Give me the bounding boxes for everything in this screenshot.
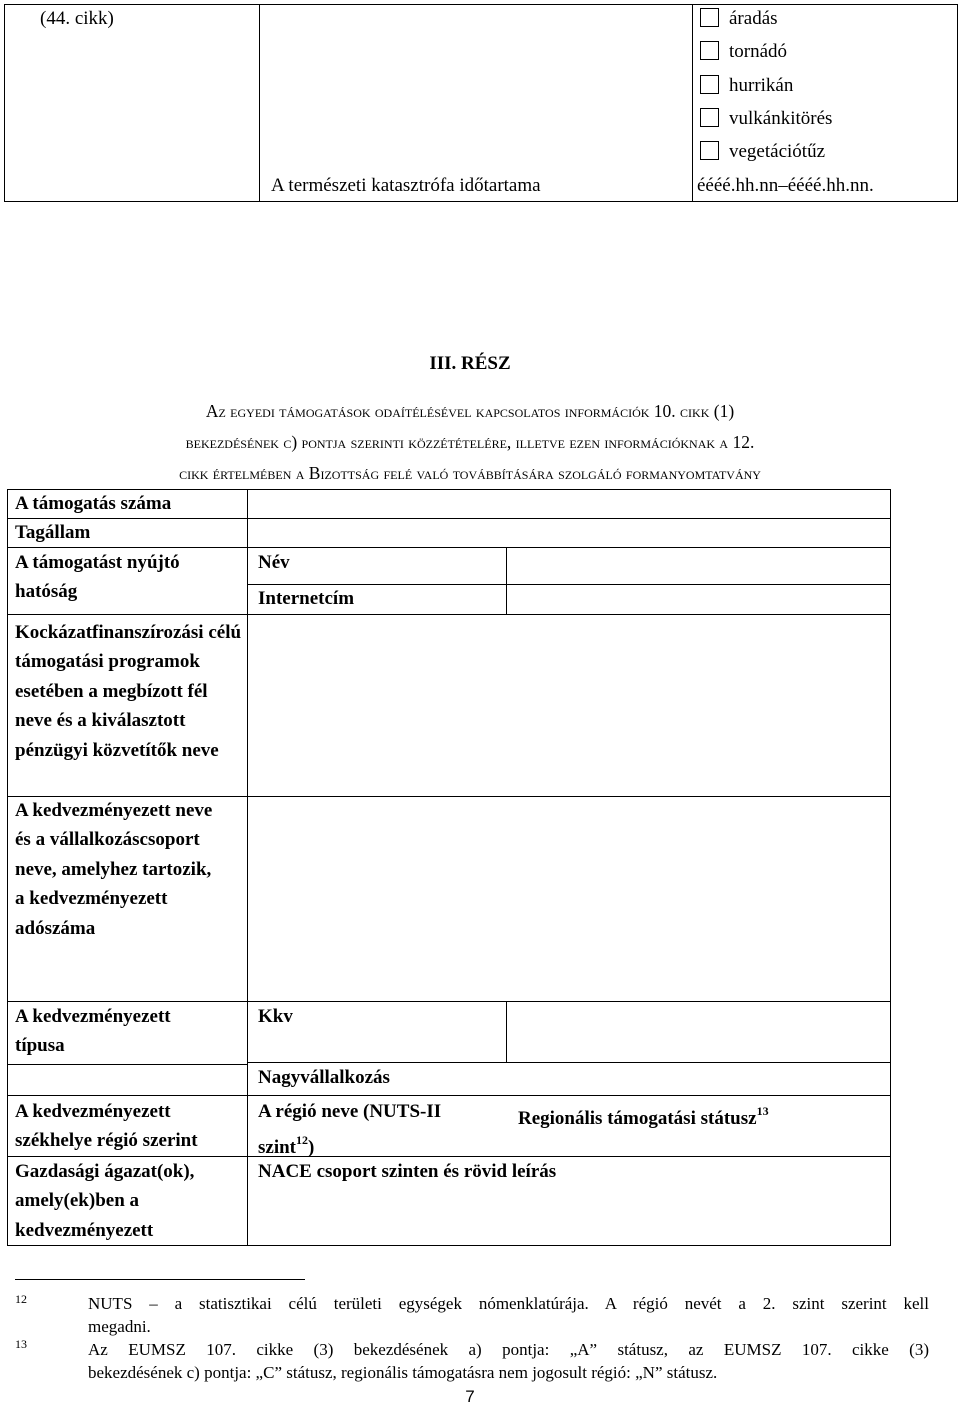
article-label: (44. cikk) [40, 8, 114, 29]
option-label: vegetációtűz [729, 141, 826, 162]
label-economic-sector: Gazdasági ágazat(ok), amely(ek)ben a kedvezményezett [15, 1161, 195, 1241]
footnote-separator [15, 1279, 305, 1280]
section-heading-line-2: bekezdésének c) pontja szerinti közzétételére, illetve ezen információknak a 12. [185, 432, 755, 452]
label-beneficiary-seat: A kedvezményezett székhelye régió szerint [15, 1101, 198, 1152]
label-name: Név [258, 552, 290, 573]
footnote-ref-13[interactable]: 13 [756, 1104, 769, 1118]
label-sme: Kkv [258, 1006, 293, 1027]
label-granting-authority: A támogatást nyújtó hatóság [15, 552, 180, 603]
label-web-address: Internetcím [258, 588, 355, 609]
label-nace: NACE csoport szinten és rövid leírás [258, 1161, 557, 1182]
option-label: áradás [729, 8, 778, 29]
section-heading-line-1: Az egyedi támogatások odaítélésével kapcsolatos információk 10. cikk (1) [205, 401, 735, 421]
footnote-13-line-2: bekezdésének c) pontja: „C” státusz, regionális támogatásra nem jogosult régió: „N” státusz. [88, 1363, 718, 1382]
checkbox-tornado[interactable] [700, 41, 719, 60]
footnote-12-line-1: NUTS – a statisztikai célú területi egységek nómenklatúrája. A régió nevét a 2. szint szerint kell [88, 1294, 929, 1313]
label-member-state: Tagállam [15, 522, 91, 543]
footnote-12-line-2: megadni. [88, 1317, 151, 1336]
label-beneficiary-type: A kedvezményezett típusa [15, 1006, 171, 1057]
part-title: III. RÉSZ [429, 353, 511, 374]
option-label: vulkánkitörés [729, 108, 833, 129]
checkbox-hurrikan[interactable] [700, 75, 719, 94]
label-region-name: A régió neve (NUTS-II [258, 1101, 442, 1122]
page-number: 7 [465, 1387, 475, 1406]
footnote-number-12: 12 [15, 1292, 27, 1306]
section-heading-line-3: cikk értelmében a Bizottság felé való továbbítására szolgáló formanyomtatvány [179, 463, 761, 483]
label-region-level: szint$^{12}$) [258, 1133, 315, 1158]
label-aid-number: A támogatás száma [15, 493, 172, 514]
footnote-number-13: 13 [15, 1337, 27, 1351]
label-large-enterprise: Nagyvállalkozás [258, 1067, 390, 1088]
footnote-ref-12[interactable]: 12 [296, 1133, 308, 1147]
duration-label: A természeti katasztrófa időtartama [271, 175, 541, 196]
label-risk-finance: Kockázatfinanszírozási célú támogatási programok esetében a megbízott fél neve és a kiválasztott pénzügyi közvetítők neve [15, 622, 242, 761]
duration-value: éééé.hh.nn–éééé.hh.nn. [697, 175, 874, 196]
option-label: tornádó [729, 41, 788, 62]
label-beneficiary-name: A kedvezményezett neve és a vállalkozáscsoport neve, amelyhez tartozik, a kedvezményezett adószáma [15, 800, 213, 939]
option-label: hurrikán [729, 75, 794, 96]
checkbox-vegetaciotuz[interactable] [700, 141, 719, 160]
checkbox-aradas[interactable] [700, 8, 719, 27]
checkbox-vulkankitores[interactable] [700, 108, 719, 127]
label-regional-status: Regionális támogatási státusz$^{13}$ [518, 1104, 769, 1129]
footnote-13-line-1: Az EUMSZ 107. cikke (3) bekezdésének a) pontja: „A” státusz, az EUMSZ 107. cikke (3) [88, 1340, 929, 1359]
